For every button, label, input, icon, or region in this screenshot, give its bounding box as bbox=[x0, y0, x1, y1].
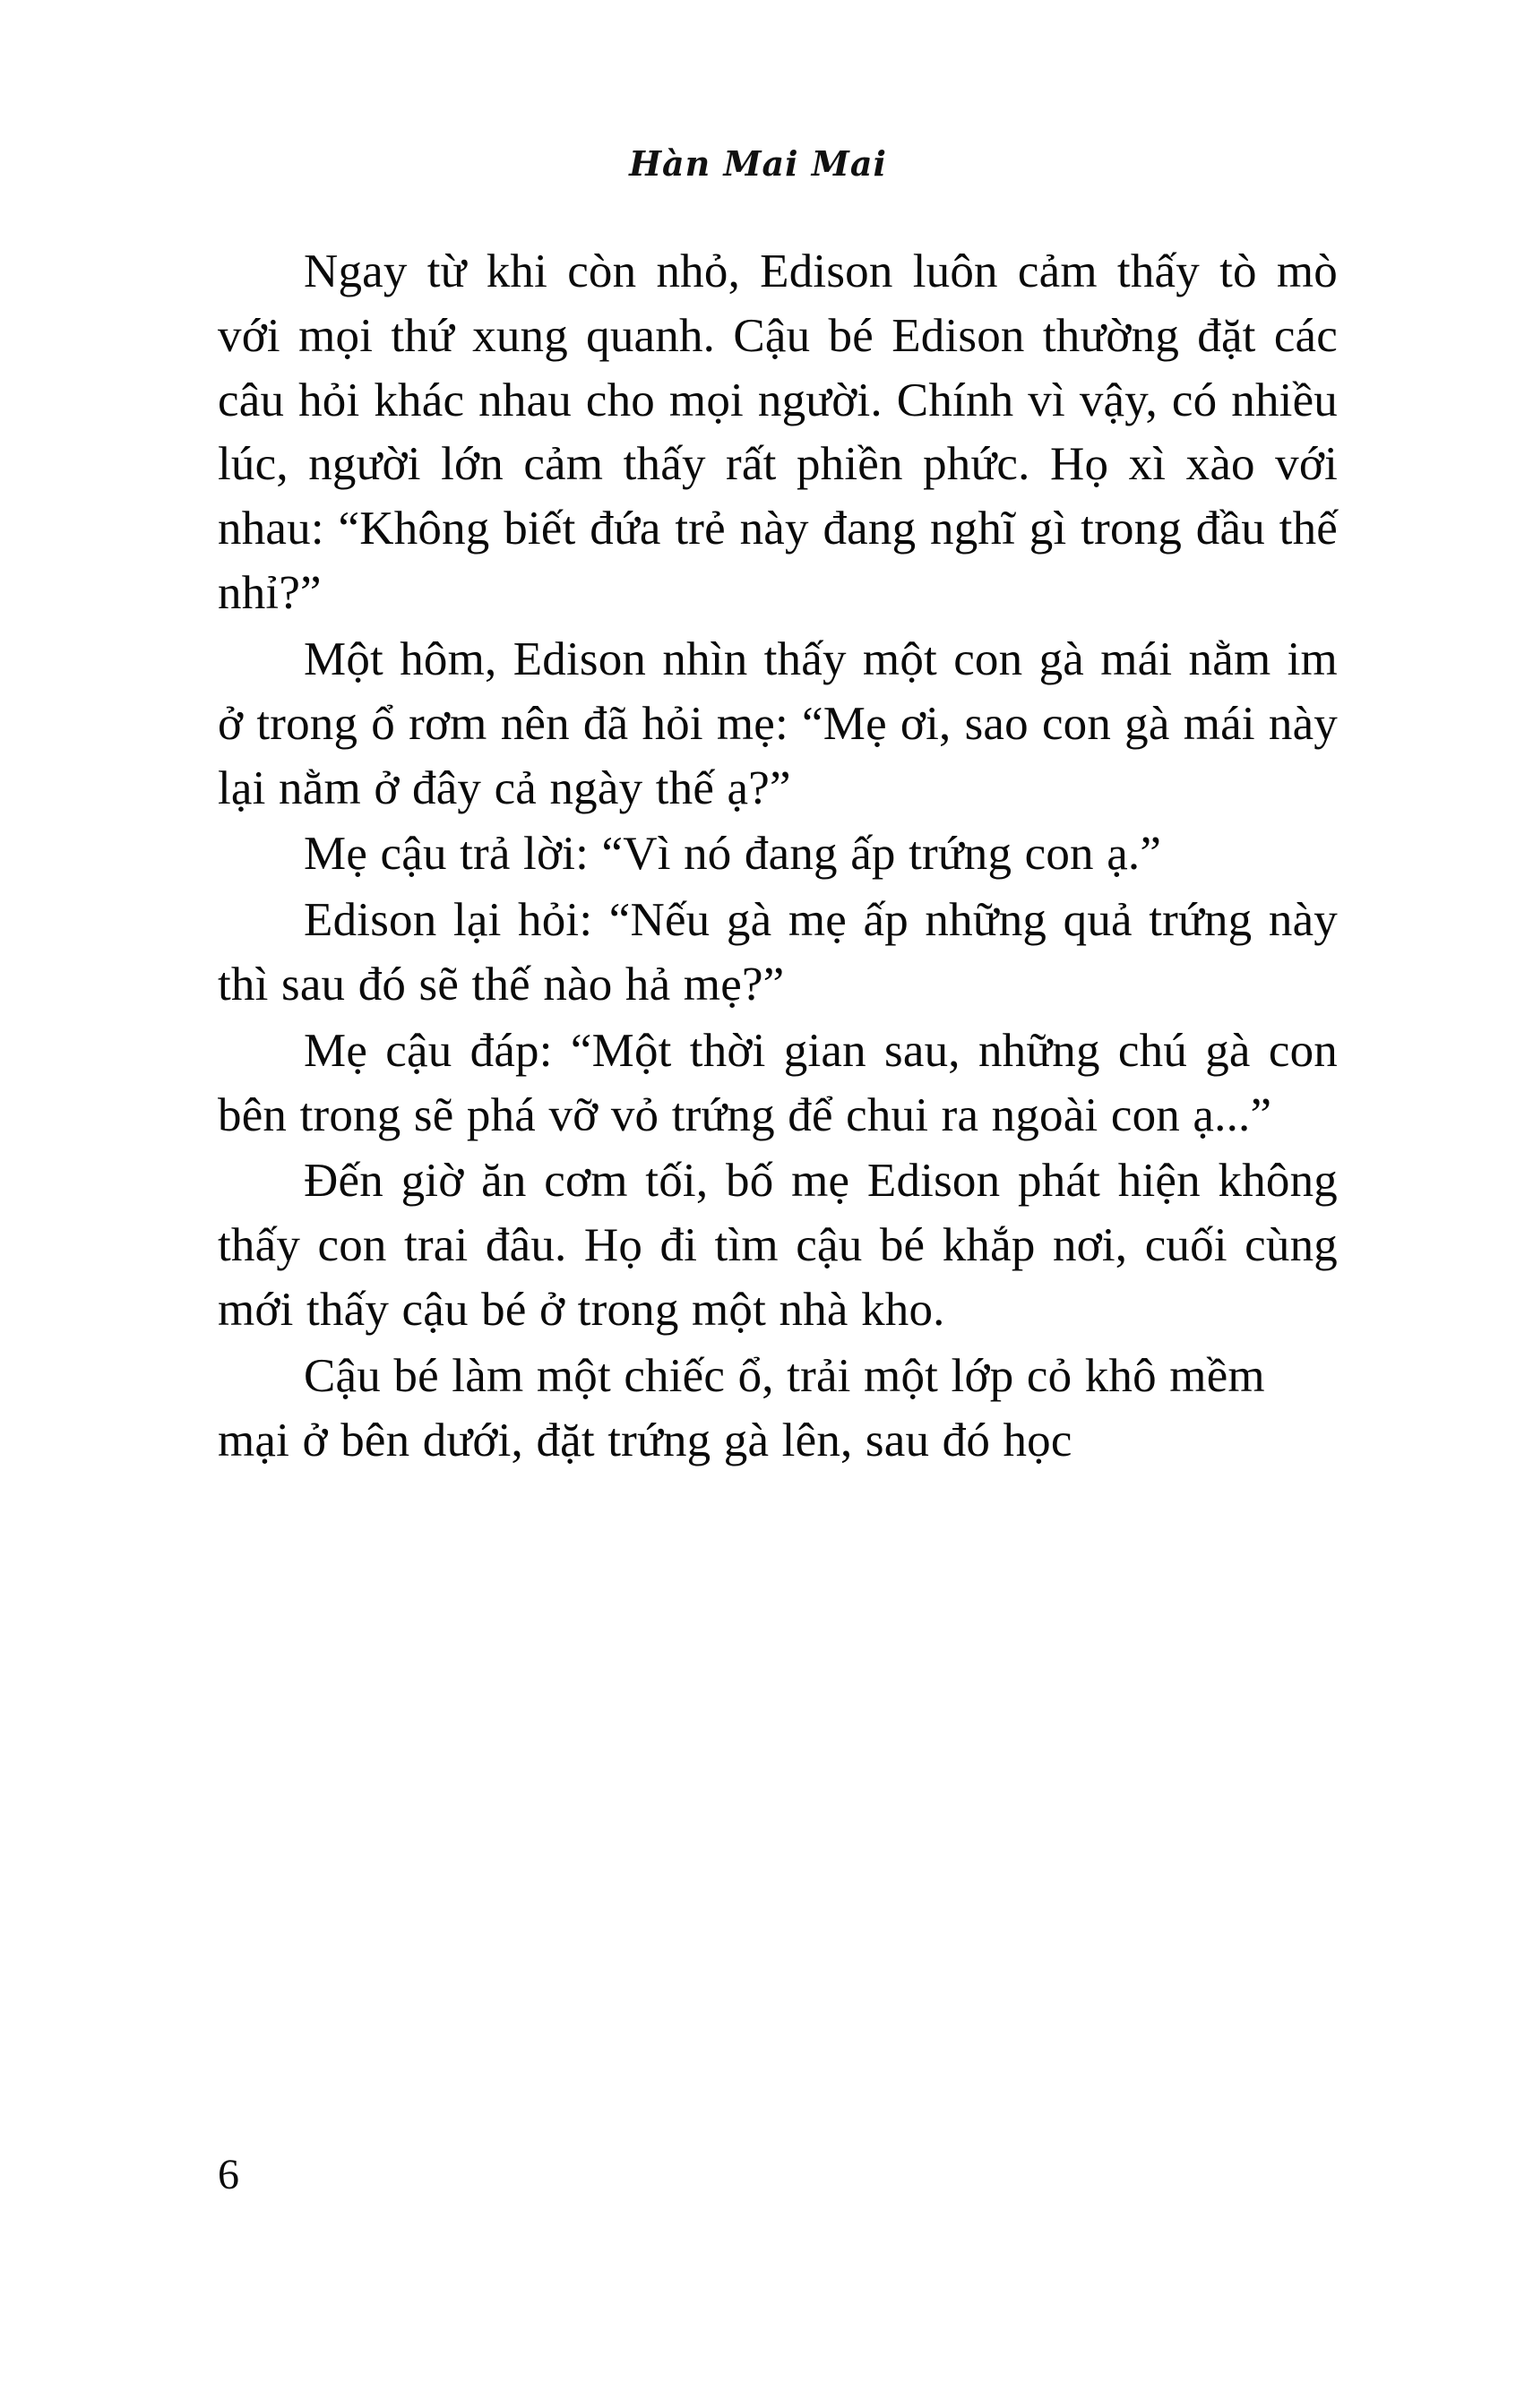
paragraph: Mẹ cậu đáp: “Một thời gian sau, những chú gà con bên trong sẽ phá vỡ vỏ trứng để chui ra ngoài con ạ...” bbox=[218, 1024, 1338, 1141]
paragraph: Một hôm, Edison nhìn thấy một con gà mái nằm im ở trong ổ rơm nên đã hỏi mẹ: “Mẹ ơi, sao con gà mái này lại nằm ở đây cả ngày thế ạ?” bbox=[218, 632, 1338, 814]
paragraph: Cậu bé làm một chiếc ổ, trải một lớp cỏ khô mềm mại ở bên dưới, đặt trứng gà lên, sau đó học bbox=[218, 1349, 1265, 1466]
body-text bbox=[218, 240, 1338, 1475]
paragraph: Mẹ cậu trả lời: “Vì nó đang ấp trứng con ạ.” bbox=[304, 828, 1162, 881]
paragraph: Edison lại hỏi: “Nếu gà mẹ ấp những quả trứng này thì sau đó sẽ thế nào hả mẹ?” bbox=[218, 894, 1338, 1010]
paragraph: Đến giờ ăn cơm tối, bố mẹ Edison phát hiện không thấy con trai đâu. Họ đi tìm cậu bé khắp nơi, cuối cùng mới thấy cậu bé ở trong một nhà kho. bbox=[218, 1155, 1338, 1336]
running-head: Hàn Mai Mai bbox=[629, 143, 887, 184]
paragraph: Ngay từ khi còn nhỏ, Edison luôn cảm thấy tò mò với mọi thứ xung quanh. Cậu bé Edison thường đặt các câu hỏi khác nhau cho mọi người. Chính vì vậy, có nhiều lúc, người lớn cảm thấy rất phiền phức. Họ xì xào với nhau: “Không biết đứa trẻ này đang nghĩ gì trong đầu thế nhỉ?” bbox=[218, 245, 1338, 620]
page-number: 6 bbox=[218, 2151, 239, 2198]
